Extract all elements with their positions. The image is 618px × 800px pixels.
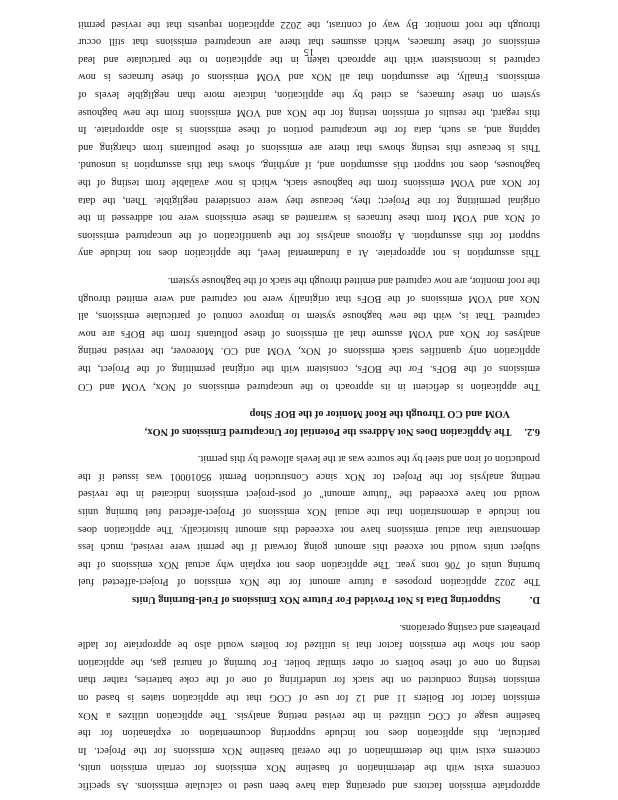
- text-line: not include a demonstration that the actual NOx emissions of Project-affected fuel burning units: [78, 506, 540, 518]
- section-6-2-title-line-1: The Application Does Not Address the Potential for Uncaptured Emissions of NOx,: [144, 425, 512, 437]
- paragraph-bof-approach: [78, 271, 540, 394]
- text-line: The application is deficient in its approach to the uncaptured emissions of NOx, VOM and CO: [78, 380, 540, 392]
- text-line: netting analysis for the Project for NOx since Construction Permit 95010001 was issued if the: [78, 470, 540, 482]
- section-d-title: Supporting Data Is Not Provided For Future NOx Emissions of Fuel-Burning Units: [132, 594, 501, 606]
- text-line: system on these furnaces, as cited by the application, indicate more than negligible levels of: [78, 89, 540, 101]
- text-line: captured is inconsistent with the approach taken in the application to the particulate and lead: [78, 53, 540, 65]
- text-line: This is because this testing shows that there are emissions of these pollutants from charging and: [78, 141, 540, 153]
- text-line: particular, this application does not include supporting documentation or explanation for the: [78, 727, 540, 739]
- text-line: tapping and, as such, data for the uncaptured portion of these emissions is also appropriate. In: [78, 124, 540, 136]
- text-line: would not have exceeded the "future amount" of post-project emissions indicated in the revised: [78, 488, 540, 500]
- text-line: emissions of the BOFs. For the BOFs, consistent with the original permitting of the Project, the: [78, 362, 540, 374]
- text-line: the roof monitor, are now captured and emitted through the stack of the baghouse system.: [167, 274, 540, 286]
- text-line: demonstrate that actual emissions have not exceeded this amount historically. The application does: [78, 523, 540, 535]
- text-line: emissions of these furnaces, which assumes that there are uncaptured emissions that still occur: [78, 36, 540, 48]
- text-line: through the roof monitor. By way of contrast, the 2022 application requests that the revised permit: [78, 18, 540, 30]
- paragraph-future-nox: [78, 450, 540, 591]
- section-6-2-heading-continued: [78, 405, 540, 423]
- text-line: analyses for NOx and VOM assume that all emissions of these pollutants from the BOFs are now: [78, 327, 540, 339]
- text-line: for NOx and VOM emissions from the baghouse stack, which is now available from testing of the: [78, 177, 540, 188]
- text-line: preheaters and casting operations.: [399, 621, 540, 633]
- section-6-2-heading: [78, 422, 540, 440]
- text-line: support for this assumption. A rigorous analysis for the quantification of the uncaptured emissions: [78, 229, 540, 241]
- text-line: concerns exist with the determination of the overall baseline NOx emissions for the Project. In: [78, 744, 540, 756]
- text-line: of NOx and VOM from these furnaces is warranted as these emissions were not addressed in the: [78, 212, 540, 224]
- text-line: original permitting for the Project; they, because they were considered negligible. Then, the data: [78, 194, 540, 206]
- text-line: NOx and VOM emissions of the BOFs that originally were not captured and were emitted through: [78, 292, 540, 304]
- section-6-2-title-line-2: VOM and CO Through the Roof Monitor of the BOF Shop: [249, 408, 510, 420]
- text-line: emission factor for Boilers 11 and 12 for use of COG that the application states is based on: [78, 692, 540, 704]
- text-line: captured. That is, with the new baghouse system to improve control of particulate emissions, all: [78, 310, 540, 322]
- document-body: [78, 15, 540, 794]
- text-line: burning units of 706 tons year. The application does not explain why actual NOx emissions of the: [78, 558, 540, 570]
- text-line: production of iron and steel by the source was at the levels allowed by this permit.: [197, 453, 540, 465]
- section-6-2-label: 6.2.: [524, 425, 540, 437]
- text-line: emission testing conducted on the stack for underfiring of one of the coke batteries, rather than: [78, 674, 540, 686]
- section-d-label: D.: [529, 594, 540, 606]
- text-line: baghouses, does not support this assumption and, if anything, shows that this assumption is unsound.: [78, 159, 540, 171]
- section-d-heading: [78, 590, 540, 608]
- text-line: The 2022 application proposes a future amount for the NOx emission of Project-affected fuel: [78, 576, 540, 588]
- paragraph-emission-factors: [78, 618, 540, 794]
- text-line: emissions. Finally, the assumption that all NOx and VOM emissions of these furnaces is now: [78, 71, 540, 83]
- text-line: application only quantifies stack emissions of NOx, VOM and CO. Moreover, the revised netting: [78, 345, 540, 357]
- text-line: baseline usage of COG utilized in the revised netting analysis. The application utilizes a NOx: [78, 709, 540, 721]
- text-line: this regard, the results of emission testing for the NOx and VOM emissions from the new baghouse: [78, 106, 540, 118]
- page-number: 15: [303, 46, 315, 57]
- text-line: testing on one of these boilers or other similar boiler. For burning of natural gas, the application: [78, 656, 540, 668]
- text-line: does not show the emission factor that is utilized for boilers would also be appropriate for ladle: [78, 639, 540, 651]
- text-line: subject units would not exceed this amount going forward if the permit were revised, much less: [78, 541, 540, 553]
- text-line: concerns exist with the determination of baseline NOx emissions for certain emission units,: [78, 762, 540, 774]
- text-line: appropriate emission factors and operating data have been used to calculate emissions. As specific: [78, 780, 540, 791]
- text-line: This assumption is not appropriate. At a fundamental level, the application does not include any: [78, 247, 540, 259]
